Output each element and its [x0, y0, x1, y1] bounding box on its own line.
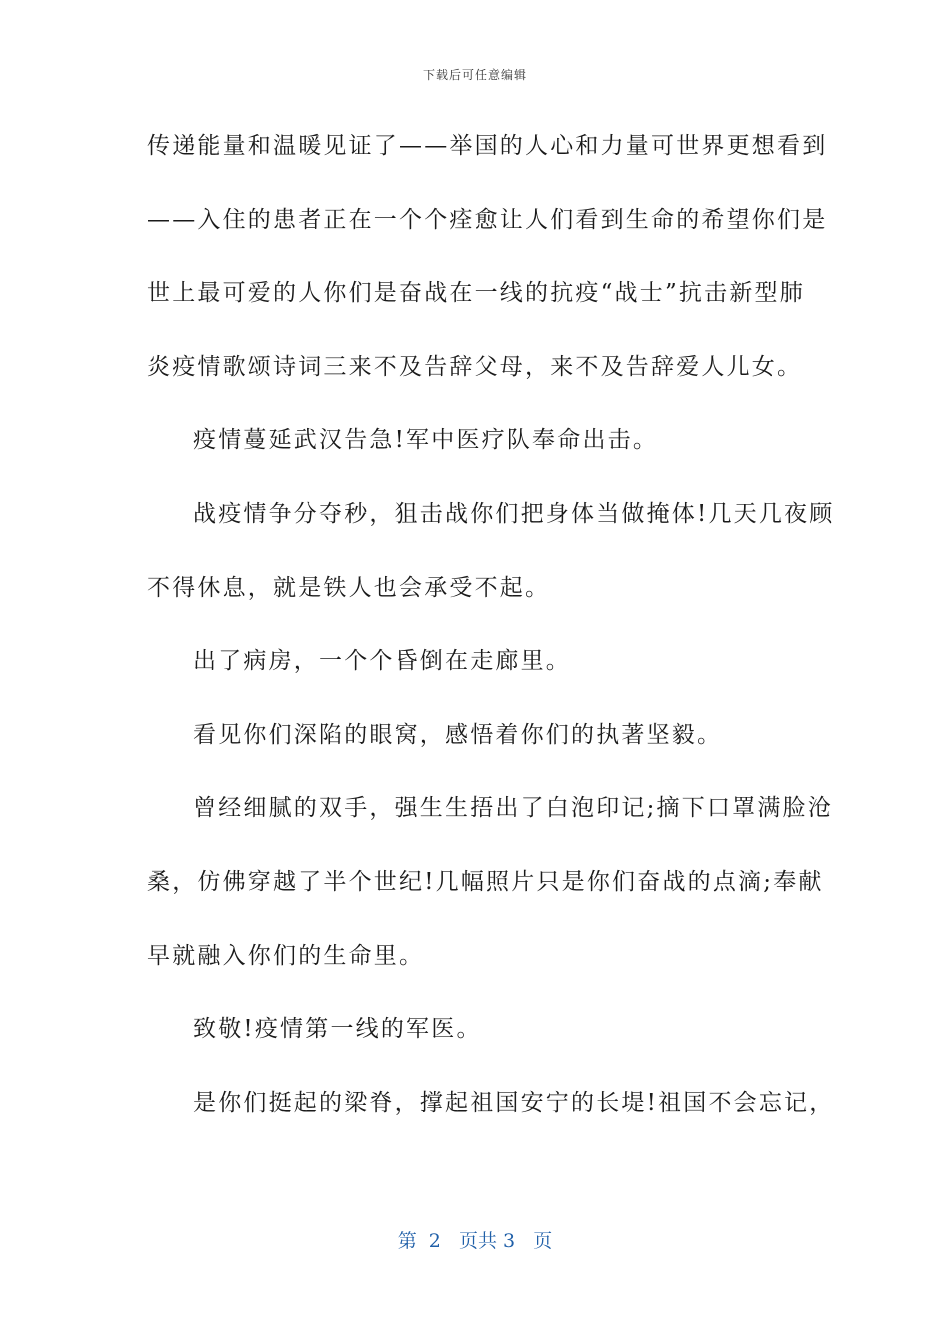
text-line: 不得休息，就是铁人也会承受不起。 — [147, 574, 551, 601]
paragraph-line: 出了病房，一个个昏倒在走廊里。 — [193, 648, 571, 675]
paragraph-line: 致敬!疫情第一线的军医。 — [193, 1016, 482, 1043]
text-line: 早就融入你们的生命里。 — [147, 942, 425, 969]
paragraph-line: 疫情蔓延武汉告急!军中医疗队奉命出击。 — [193, 427, 659, 454]
text-line: 桑，仿佛穿越了半个世纪!几幅照片只是你们奋战的点滴;奉献 — [147, 868, 824, 895]
page-number-footer: 第 2 页共 3 页 — [397, 1230, 553, 1252]
text-line: 传递能量和温暖见证了——举国的人心和力量可世界更想看到 — [147, 133, 828, 159]
header-note: 下载后可任意编辑 — [422, 68, 527, 82]
text-line: 炎疫情歌颂诗词三来不及告辞父母，来不及告辞爱人儿女。 — [147, 353, 803, 380]
text-line: ——入住的患者正在一个个痊愈让人们看到生命的希望你们是 — [147, 206, 828, 233]
text-line: 世上最可爱的人你们是奋战在一线的抗疫“战士”抗击新型肺 — [147, 280, 805, 307]
paragraph-line: 看见你们深陷的眼窝，感悟着你们的执著坚毅。 — [193, 721, 723, 748]
paragraph-line: 曾经细腻的双手，强生生捂出了白泡印记;摘下口罩满脸沧 — [193, 795, 833, 822]
paragraph-line: 战疫情争分夺秒，狙击战你们把身体当做掩体!几天几夜顾 — [193, 500, 835, 527]
paragraph-line: 是你们挺起的梁脊，撑起祖国安宁的长堤!祖国不会忘记， — [193, 1089, 835, 1116]
document-body — [147, 124, 835, 1154]
